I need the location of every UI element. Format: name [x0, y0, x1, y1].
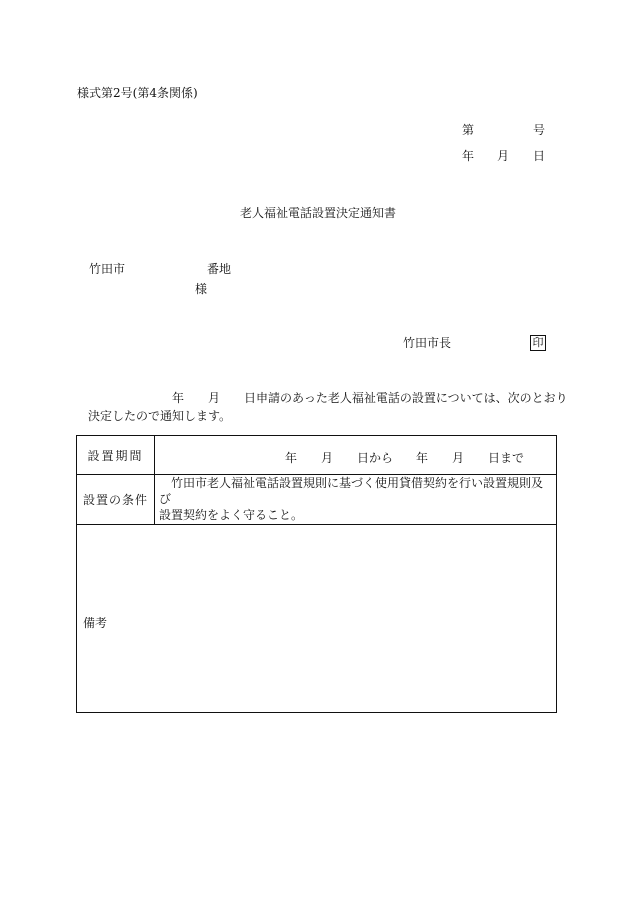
installation-table: [76, 435, 557, 713]
condition-value: [155, 475, 557, 525]
period-row: [77, 436, 557, 475]
date-day: 日: [533, 149, 546, 163]
addressee-sama: 様: [195, 282, 208, 296]
date-year: 年: [462, 149, 475, 163]
ref-number-gou: 号: [533, 123, 546, 137]
condition-label: 設置の条件: [77, 475, 155, 525]
form-number: 様式第2号(第4条関係): [77, 86, 198, 100]
period-month-1: 月: [321, 451, 334, 465]
remarks-cell: [77, 524, 557, 712]
body-line1: 日申請のあった老人福祉電話の設置については、次のとおり: [244, 391, 568, 405]
period-year-2: 年: [416, 451, 429, 465]
condition-line-2: 設置契約をよく守ること。: [159, 508, 304, 523]
body-year: 年: [172, 391, 185, 405]
issuer-title: 竹田市長: [403, 336, 452, 350]
period-value: [155, 436, 557, 475]
document-title: 老人福祉電話設置決定通知書: [240, 206, 397, 220]
body-month: 月: [208, 391, 221, 405]
remarks-label: 備考: [83, 615, 108, 630]
addressee-city: 竹田市: [89, 262, 126, 276]
period-year-1: 年: [285, 451, 298, 465]
date-month: 月: [497, 149, 510, 163]
body-line2: 決定したので通知します。: [88, 409, 232, 423]
period-label: 設置期間: [77, 436, 155, 475]
condition-row: [77, 475, 557, 525]
remarks-row: [77, 524, 557, 712]
ref-number-dai: 第: [462, 123, 475, 137]
addressee-banchi: 番地: [207, 262, 232, 276]
period-from: 日から: [357, 451, 394, 465]
seal-mark: 印: [530, 335, 546, 351]
period-month-2: 月: [452, 451, 465, 465]
condition-line-1: 竹田市老人福祉電話設置規則に基づく使用貸借契約を行い設置規則及び: [159, 476, 544, 507]
period-until: 日まで: [488, 451, 525, 465]
